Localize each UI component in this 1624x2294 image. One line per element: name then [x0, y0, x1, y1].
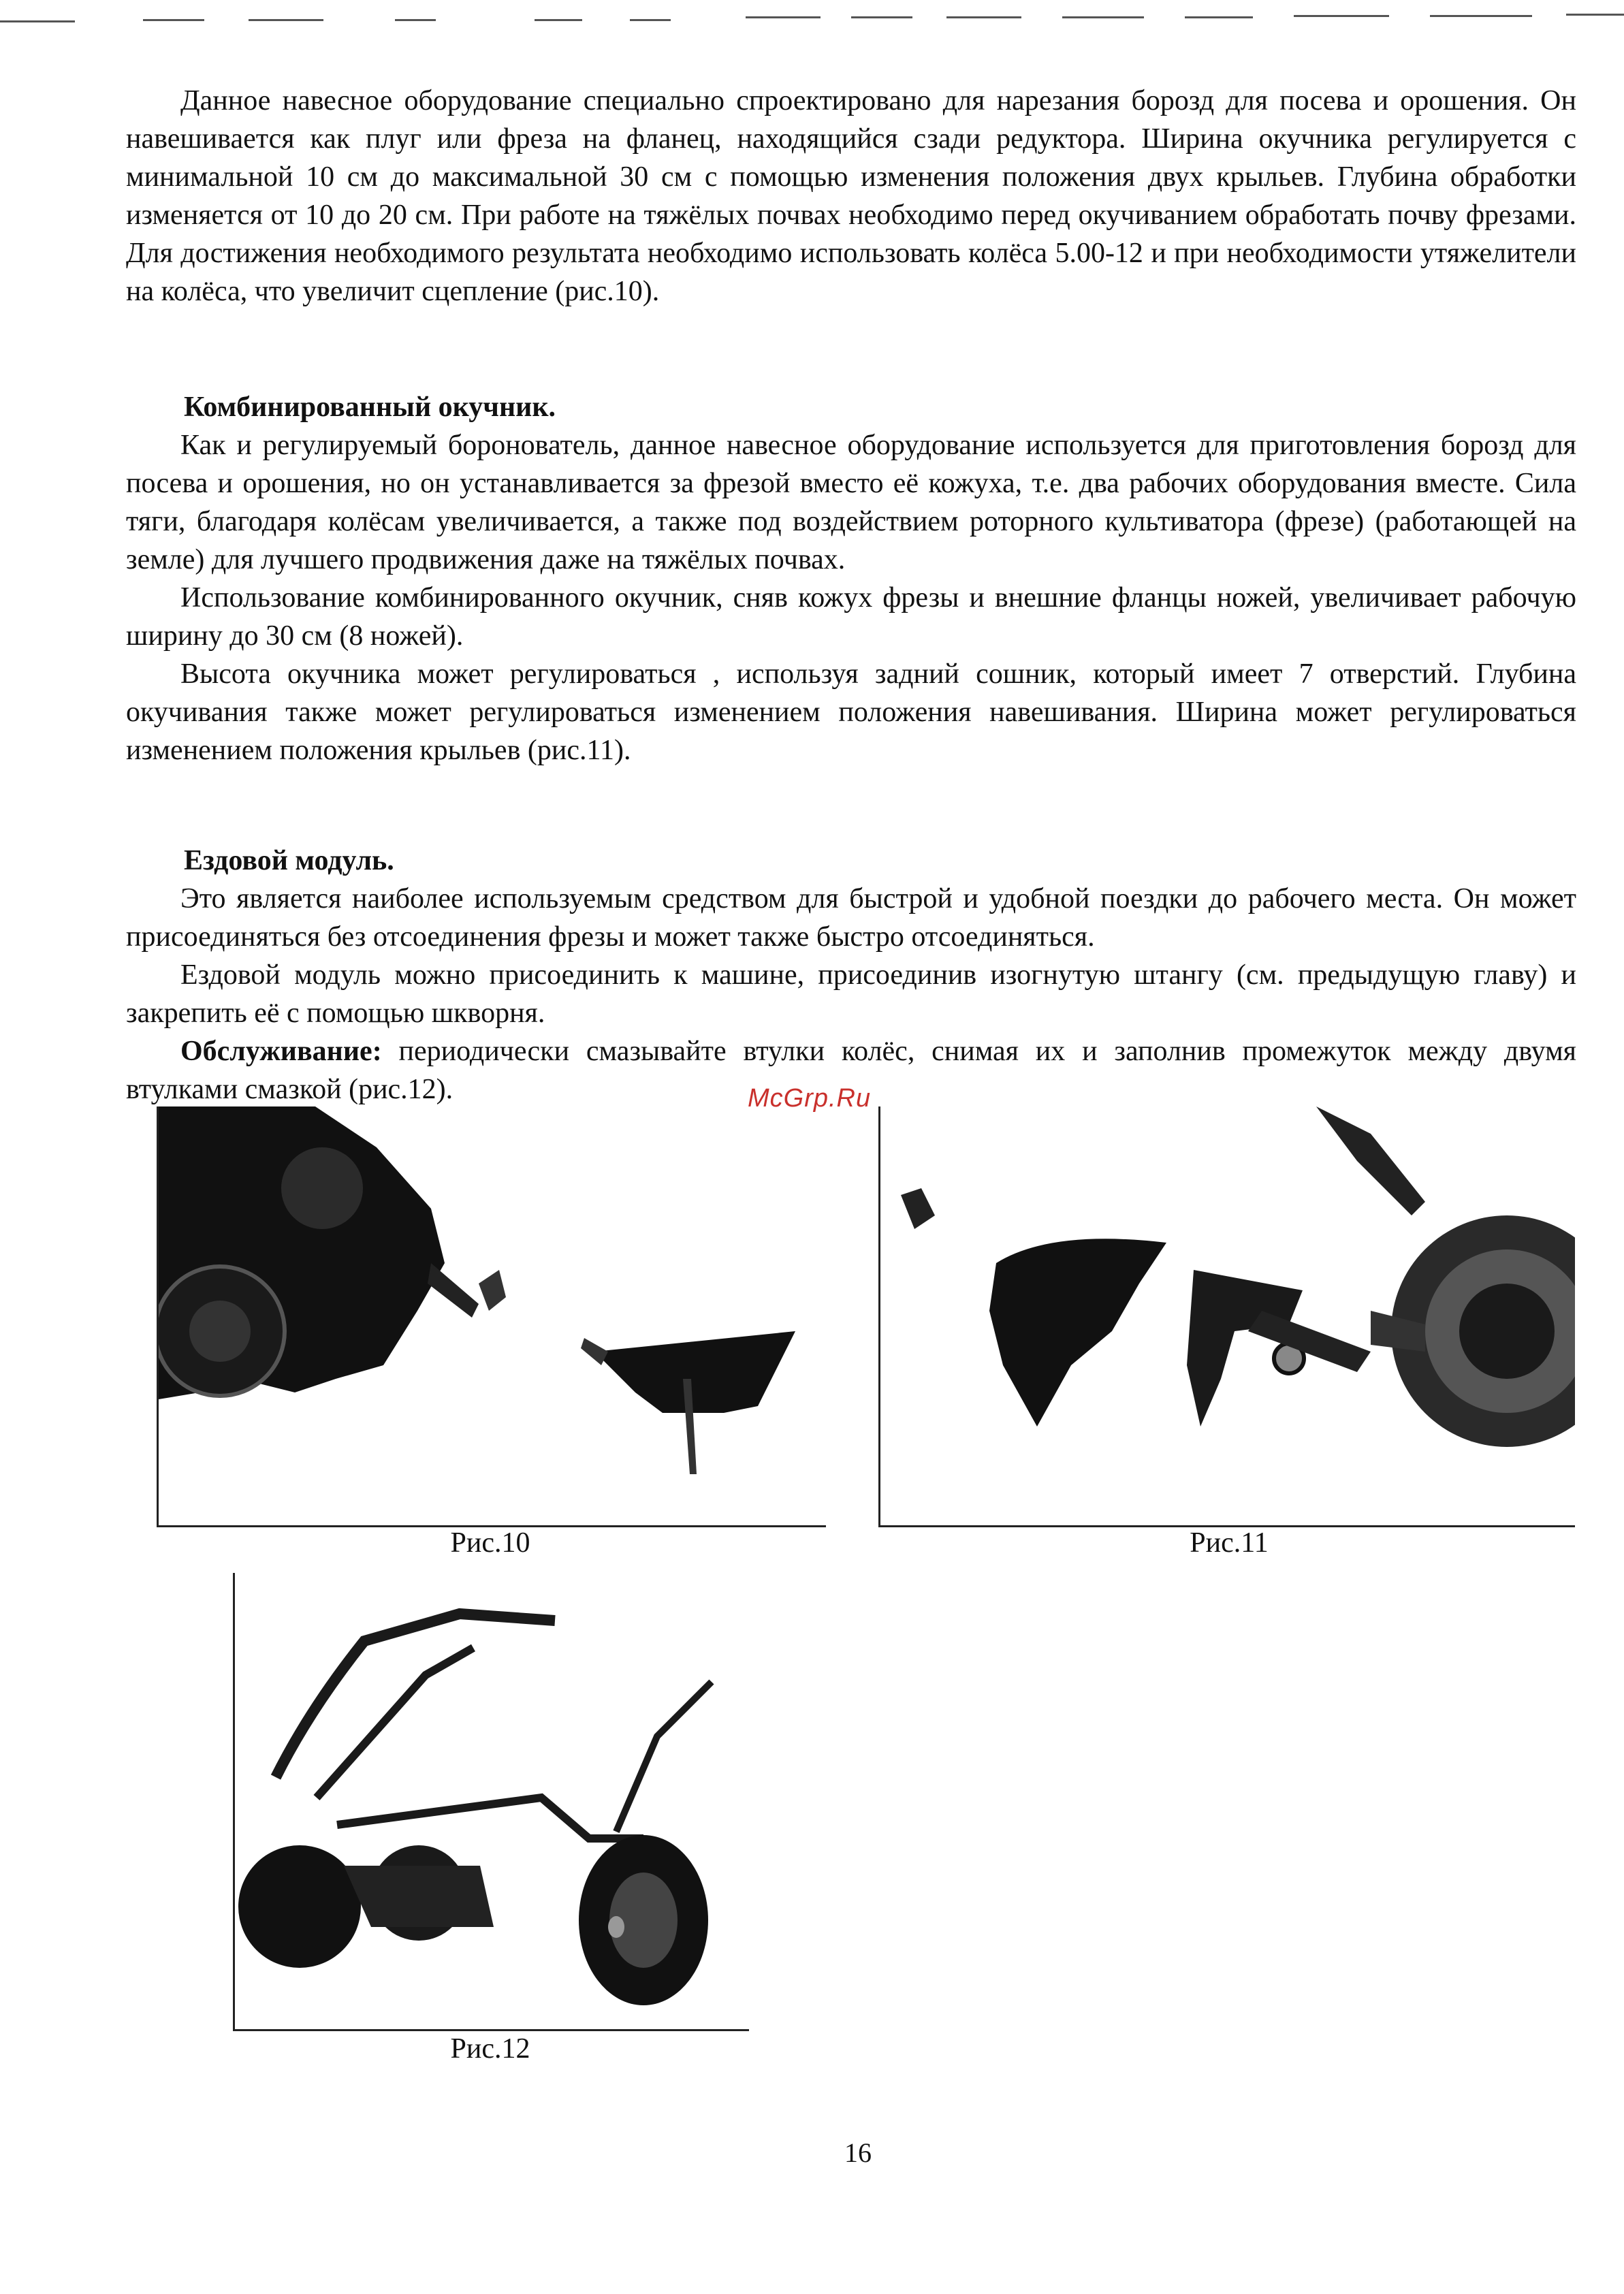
tiller-hiller-illustration — [159, 1106, 826, 1525]
scan-artifact-line — [395, 19, 436, 21]
intro-paragraph: Данное навесное оборудование специально спроектировано для нарезания борозд для посева и орошения. Он навешивается как плуг или фреза на фланец, находящийся сзади редуктора. Ширина окучника регулируется с минимальной 10 см до максимальной 30 см с помощью изменения положения двух крыльев. Глубина обработки изменяется от 10 до 20 см. При работе на тяжёлых почвах необходимо перед окучиванием обработать почву фрезами. Для достижения необходимого результата необходимо использовать колёса 5.00-12 и при необходимости утяжелители на колёса, что увеличит сцепление (рис.10). — [126, 85, 1576, 307]
combined-hiller-section — [126, 388, 1576, 769]
scan-artifact-line — [1062, 16, 1144, 18]
figure-12-photo — [233, 1573, 749, 2031]
scan-artifact-line — [851, 16, 912, 18]
figure-10-caption: Рис.10 — [450, 1527, 530, 1559]
combined-hiller-illustration — [880, 1106, 1575, 1525]
page-number: 16 — [844, 2137, 872, 2168]
scan-artifact-line — [1294, 15, 1389, 17]
scan-artifact-line — [0, 20, 75, 22]
scan-artifact-line — [1430, 15, 1532, 17]
combined-hiller-heading: Комбинированный окучник. — [184, 392, 556, 423]
figure-11-photo — [878, 1106, 1575, 1527]
figure-10-photo — [157, 1106, 826, 1527]
combined-hiller-paragraph: Как и регулируемый боронователь, данное навесное оборудование используется для приготовления борозд для посева и орошения, но он устанавливается за фрезой вместо её кожуха, т.е. два рабочих оборудования вместе. Сила тяги, благодаря колёсам увеличивается, а также под воздействием роторного культиватора (фрезе) (работающей на земле) для лучшего продвижения даже на тяжёлых почвах. — [126, 430, 1576, 575]
figure-12-caption: Рис.12 — [450, 2033, 530, 2065]
riding-module-paragraph: Это является наиболее используемым средством для быстрой и удобной поездки до рабочего места. Он может присоединяться без отсоединения фрезы и может также быстро отсоединяться. — [126, 883, 1576, 953]
riding-module-paragraph: Ездовой модуль можно присоединить к машине, присоединив изогнутую штангу (см. предыдущую главу) и закрепить её с помощью шкворня. — [126, 959, 1576, 1029]
scan-artifact-line — [535, 19, 582, 21]
figure-11-caption: Рис.11 — [1190, 1527, 1269, 1559]
riding-module-section — [126, 842, 1576, 1109]
combined-hiller-paragraph: Высота окучника может регулироваться , используя задний сошник, который имеет 7 отверстий. Глубина окучивания также может регулироваться изменением положения навешивания. Ширина может регулироваться изменением положения крыльев (рис.11). — [126, 658, 1576, 766]
scan-artifact-line — [1185, 16, 1253, 18]
watermark: McGrp.Ru — [748, 1084, 872, 1113]
intro-section — [126, 82, 1576, 310]
maintenance-text: периодически смазывайте втулки колёс, снимая их и заполнив промежуток между двумя втулками смазкой (рис.12). — [126, 1036, 1576, 1105]
riding-module-illustration — [235, 1573, 749, 2029]
scan-artifact-line — [143, 19, 204, 21]
combined-hiller-paragraph: Использование комбинированного окучник, сняв кожух фрезы и внешние фланцы ножей, увеличивает рабочую ширину до 30 см (8 ножей). — [126, 582, 1576, 652]
scan-artifact-line — [1566, 14, 1624, 16]
scan-artifact-line — [746, 16, 821, 18]
scan-artifact-line — [249, 19, 323, 21]
scan-artifact-line — [946, 16, 1021, 18]
riding-module-heading: Ездовой модуль. — [184, 845, 394, 876]
maintenance-label: Обслуживание: — [180, 1036, 382, 1067]
scan-artifact-line — [630, 19, 671, 21]
